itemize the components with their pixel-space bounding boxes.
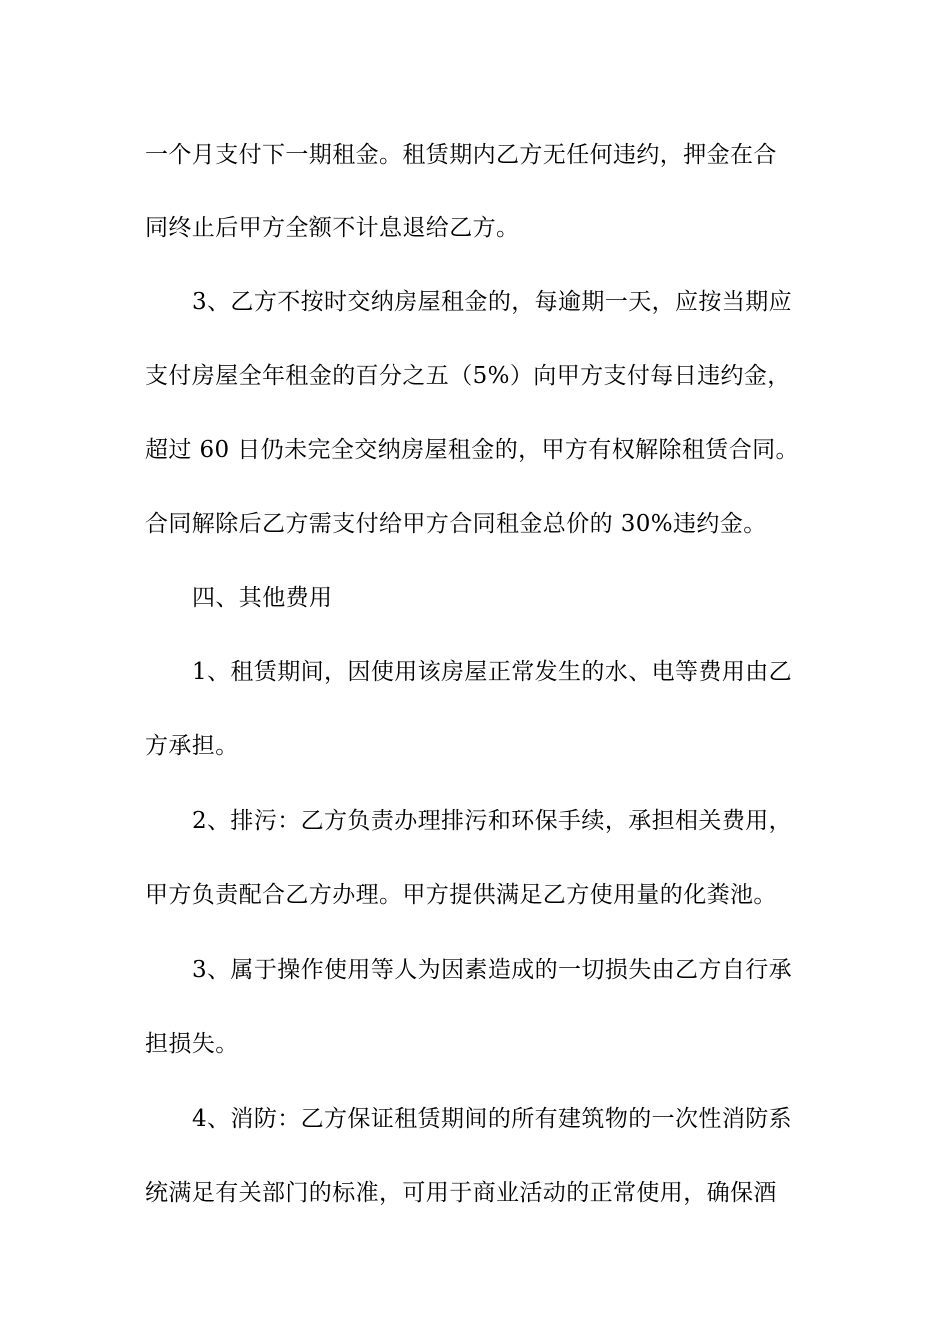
text-line: 担损失。	[145, 1031, 239, 1057]
text-line: 1、租赁期间，因使用该房屋正常发生的水、电等费用由乙	[192, 659, 793, 685]
text-line: 合同解除后乙方需支付给甲方合同租金总价的 30%违约金。	[145, 511, 767, 537]
text-line: 2、排污：乙方负责办理排污和环保手续，承担相关费用，	[192, 808, 793, 834]
text-line: 甲方负责配合乙方办理。甲方提供满足乙方使用量的化粪池。	[145, 882, 777, 908]
text-line: 支付房屋全年租金的百分之五（5%）向甲方支付每日违约金，	[145, 363, 791, 389]
text-line: 超过 60 日仍未完全交纳房屋租金的，甲方有权解除租赁合同。	[145, 437, 799, 463]
text-line: 同终止后甲方全额不计息退给乙方。	[145, 215, 520, 241]
text-line: 4、消防：乙方保证租赁期间的所有建筑物的一次性消防系	[192, 1106, 793, 1132]
text-line: 3、乙方不按时交纳房屋租金的，每逾期一天，应按当期应	[192, 289, 793, 315]
text-line: 3、属于操作使用等人为因素造成的一切损失由乙方自行承	[192, 957, 793, 983]
text-line: 方承担。	[145, 733, 239, 759]
section-heading: 四、其他费用	[192, 585, 333, 611]
text-line: 一个月支付下一期租金。租赁期内乙方无任何违约，押金在合	[145, 142, 777, 168]
text-line: 统满足有关部门的标准，可用于商业活动的正常使用，确保酒	[145, 1180, 777, 1206]
